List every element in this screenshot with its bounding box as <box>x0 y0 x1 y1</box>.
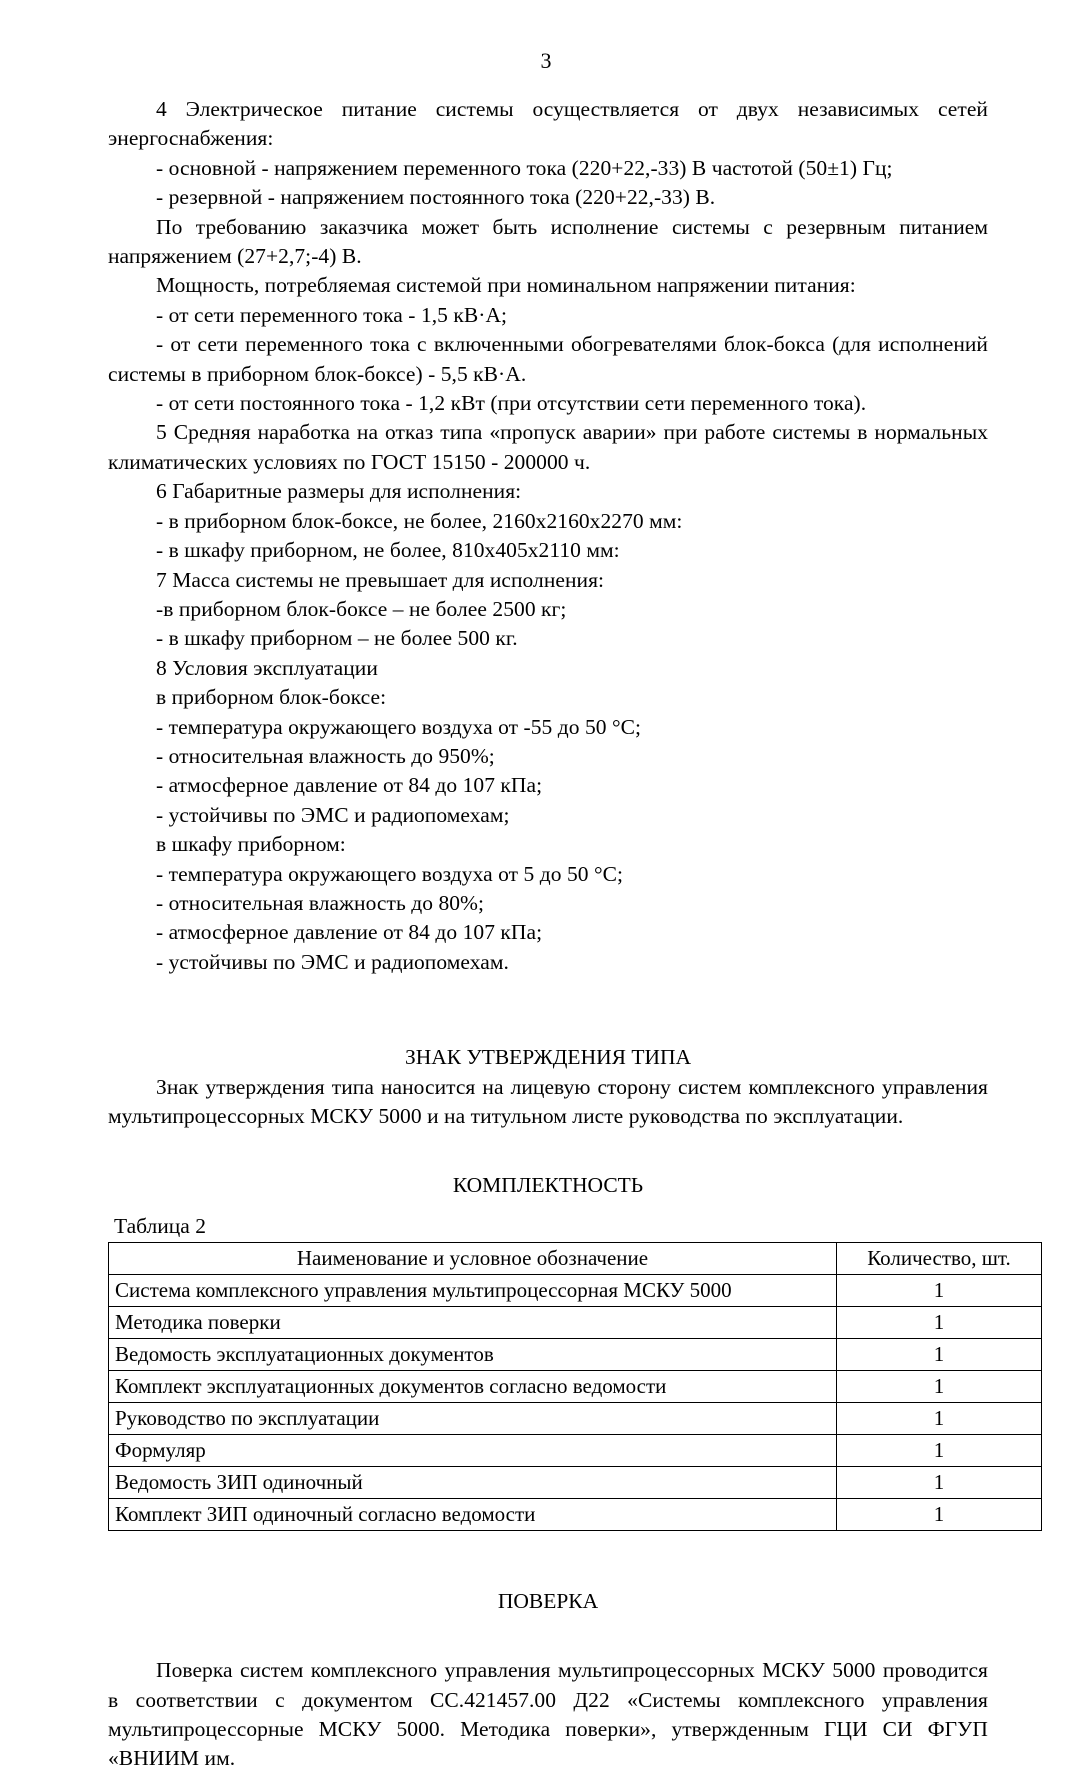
spacer-after-verification-title <box>108 1616 988 1656</box>
table-cell-name: Система комплексного управления мультипроцессорная МСКУ 5000 <box>109 1274 837 1306</box>
paragraph-cabinet-emc: - устойчивы по ЭМС и радиопомехам. <box>156 949 509 974</box>
paragraph-blockbox-emc: - устойчивы по ЭМС и радиопомехам; <box>156 802 510 827</box>
paragraph-mass-blockbox: -в приборном блок-боксе – не более 2500 кг; <box>156 596 567 621</box>
completeness-table <box>108 1242 1042 1531</box>
table-cell-name: Руководство по эксплуатации <box>109 1402 837 1434</box>
paragraph-mass-cabinet: - в шкафу приборном – не более 500 кг. <box>156 626 518 651</box>
paragraph-item-6: 6 Габаритные размеры для исполнения: <box>156 479 522 504</box>
table-cell-name: Комплект эксплуатационных документов согласно ведомости <box>109 1370 837 1402</box>
table-row <box>109 1338 1042 1370</box>
table-row <box>109 1434 1042 1466</box>
paragraph-conditions-cabinet-header: в шкафу приборном: <box>156 832 346 857</box>
paragraph-cabinet-humidity: - относительная влажность до 80%; <box>156 890 485 915</box>
table-cell-quantity: 1 <box>837 1498 1042 1530</box>
table-row <box>109 1402 1042 1434</box>
spacer-before-table-caption <box>108 1201 988 1213</box>
spacer-before-verification <box>108 1531 988 1587</box>
spacer-before-approval-mark <box>108 977 988 1043</box>
paragraph-power-ac-heaters: - от сети переменного тока с включенными обогревателями блок-бокса (для исполнений системы в приборном блок-боксе) - 5,5 кВ·А. <box>108 332 988 386</box>
paragraph-approval-mark-text: Знак утверждения типа наносится на лицевую сторону систем комплексного управления мультипроцессорных МСКУ 5000 и на титульном листе руководства по эксплуатации. <box>108 1074 988 1128</box>
paragraph-cabinet-pressure: - атмосферное давление от 84 до 107 кПа; <box>156 920 543 945</box>
table-cell-name: Формуляр <box>109 1434 837 1466</box>
table-row <box>109 1370 1042 1402</box>
table-caption: Таблица 2 <box>114 1213 206 1238</box>
paragraph-blockbox-temperature: - температура окружающего воздуха от -55 до 50 °С; <box>156 714 642 739</box>
paragraph-dimensions-blockbox: - в приборном блок-боксе, не более, 2160х2160х2270 мм: <box>156 508 683 533</box>
paragraph-item-5: 5 Средняя наработка на отказ типа «пропуск аварии» при работе системы в нормальных климатических условиях по ГОСТ 15150 - 200000 ч. <box>108 420 988 474</box>
section-title-completeness: КОМПЛЕКТНОСТЬ <box>452 1173 644 1198</box>
table-column-header-name: Наименование и условное обозначение <box>109 1242 837 1274</box>
table-cell-name: Комплект ЗИП одиночный согласно ведомости <box>109 1498 837 1530</box>
table-row <box>109 1306 1042 1338</box>
table-cell-quantity: 1 <box>837 1274 1042 1306</box>
paragraph-cabinet-temperature: - температура окружающего воздуха от 5 до 50 °С; <box>156 861 624 886</box>
paragraph-power-reserve: - резервной - напряжением постоянного тока (220+22,-33) В. <box>156 185 716 210</box>
paragraph-power-ac: - от сети переменного тока - 1,5 кВ·А; <box>156 302 508 327</box>
table-cell-quantity: 1 <box>837 1402 1042 1434</box>
paragraph-power-intro: Мощность, потребляемая системой при номинальном напряжении питания: <box>156 273 856 298</box>
table-cell-name: Ведомость ЗИП одиночный <box>109 1466 837 1498</box>
paragraph-blockbox-humidity: - относительная влажность до 950%; <box>156 743 495 768</box>
table-row <box>109 1466 1042 1498</box>
section-title-approval-mark: ЗНАК УТВЕРЖДЕНИЯ ТИПА <box>404 1045 692 1070</box>
paragraph-power-dc: - от сети постоянного тока - 1,2 кВт (при отсутствии сети переменного тока). <box>156 391 867 416</box>
paragraph-item-7: 7 Масса системы не превышает для исполнения: <box>156 567 605 592</box>
table-cell-quantity: 1 <box>837 1466 1042 1498</box>
table-cell-quantity: 1 <box>837 1338 1042 1370</box>
paragraph-blockbox-pressure: - атмосферное давление от 84 до 107 кПа; <box>156 773 543 798</box>
table-cell-name: Ведомость эксплуатационных документов <box>109 1338 837 1370</box>
document-body <box>108 95 1011 1774</box>
page-number: 3 <box>540 48 552 73</box>
table-cell-quantity: 1 <box>837 1434 1042 1466</box>
paragraph-customer-requirement: По требованию заказчика может быть исполнение системы с резервным питанием напряжением (27+2,7;-4) В. <box>108 214 988 269</box>
table-cell-name: Методика поверки <box>109 1306 837 1338</box>
table-body <box>109 1274 1042 1530</box>
paragraph-item-4: 4 Электрическое питание системы осуществляется от двух независимых сетей энергоснабжения: <box>108 97 988 151</box>
paragraph-power-main: - основной - напряжением переменного тока (220+22,-33) В частотой (50±1) Гц; <box>156 155 893 180</box>
table-row <box>109 1274 1042 1306</box>
table-row <box>109 1498 1042 1530</box>
table-column-header-quantity: Количество, шт. <box>837 1242 1042 1274</box>
table-cell-quantity: 1 <box>837 1370 1042 1402</box>
section-title-verification: ПОВЕРКА <box>497 1588 599 1613</box>
table-cell-quantity: 1 <box>837 1306 1042 1338</box>
paragraph-item-8: 8 Условия эксплуатации <box>156 655 378 680</box>
paragraph-conditions-blockbox-header: в приборном блок-боксе: <box>156 685 387 710</box>
table-header-row <box>109 1242 1042 1274</box>
spacer-before-completeness <box>108 1131 988 1171</box>
table-head <box>109 1242 1042 1274</box>
paragraph-verification-text: Поверка систем комплексного управления мультипроцессорных МСКУ 5000 проводится в соответствии с документом СС.421457.00 Д22 «Системы комплексного управления мультипроцессорные МСКУ 5000. Методика поверки», утвержденным ГЦИ СИ ФГУП «ВНИИМ им. <box>108 1658 988 1771</box>
paragraph-dimensions-cabinet: - в шкафу приборном, не более, 810х405х2110 мм: <box>156 538 620 563</box>
